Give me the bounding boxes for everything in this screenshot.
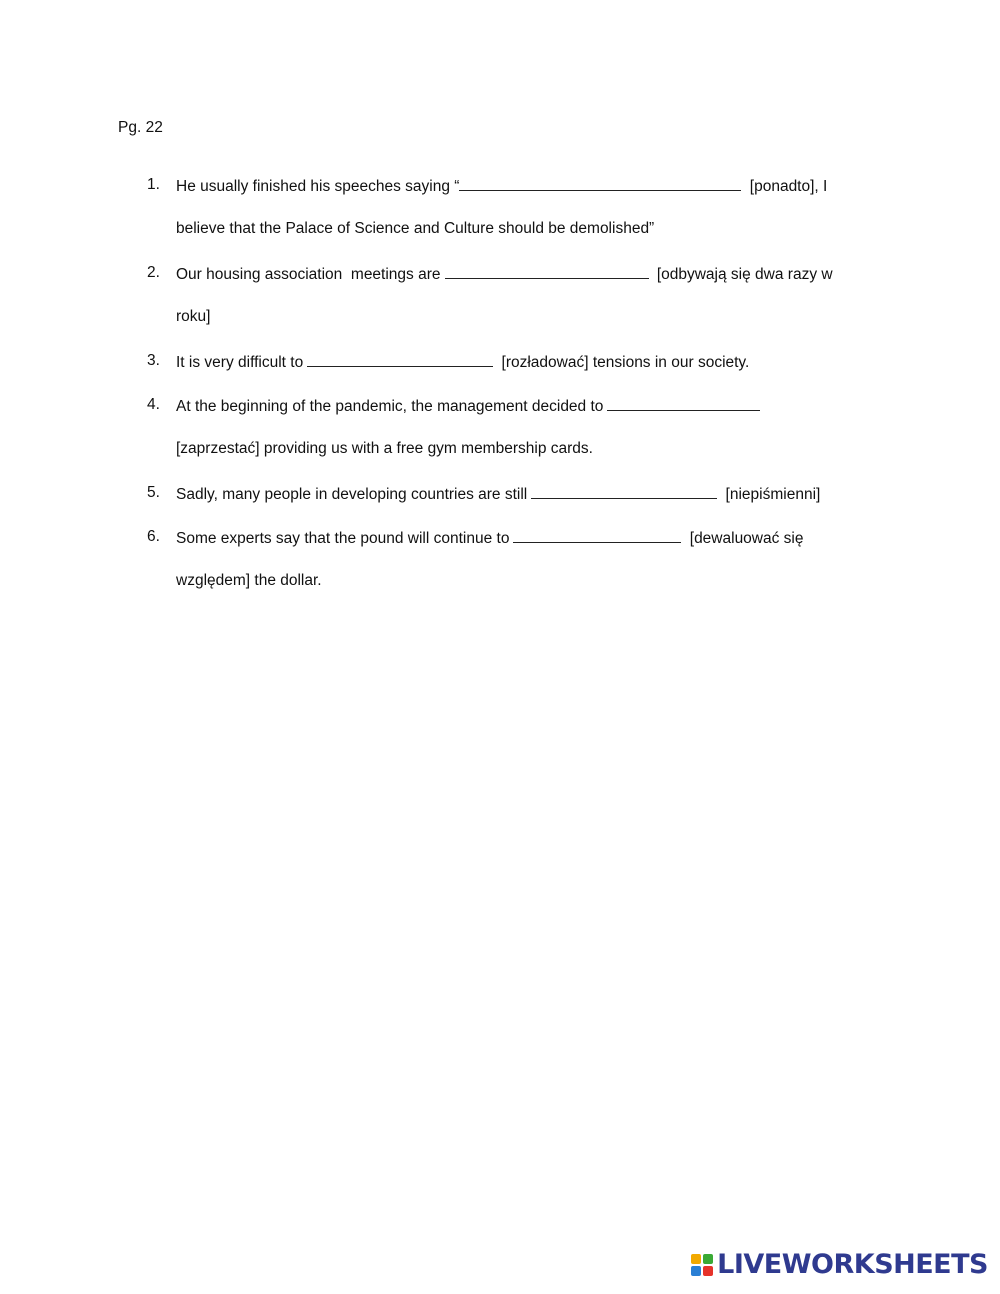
exercise-1-line-2: believe that the Palace of Science and Culture should be demolished”: [176, 220, 655, 237]
exercise-5-text-before: Sadly, many people in developing countries are still: [176, 486, 528, 503]
exercise-6-hint: [dewaluować się: [685, 530, 804, 547]
exercise-number-4: 4.: [147, 396, 160, 413]
exercise-number-6: 6.: [147, 528, 160, 545]
answer-blank-5[interactable]: [531, 484, 717, 499]
exercise-2-line-2: roku]: [176, 308, 211, 325]
answer-blank-3[interactable]: [307, 352, 493, 367]
logo-mark-square: [691, 1266, 701, 1276]
liveworksheets-logo: [691, 1249, 988, 1280]
exercise-1-line-1: [176, 176, 827, 196]
exercise-4-line-1: [176, 396, 764, 416]
answer-blank-2[interactable]: [445, 264, 649, 279]
answer-blank-4[interactable]: [607, 396, 760, 411]
exercise-6-line-2: względem] the dollar.: [176, 572, 322, 589]
exercise-4-line-2: [zaprzestać] providing us with a free gym membership cards.: [176, 440, 593, 457]
logo-mark-icon: [691, 1254, 713, 1276]
logo-mark-square: [691, 1254, 701, 1264]
exercise-6-line-1: [176, 528, 804, 548]
answer-blank-1[interactable]: [459, 176, 741, 191]
exercise-3-line-1: [176, 352, 749, 372]
exercise-3-text-before: It is very difficult to: [176, 354, 304, 371]
exercise-number-3: 3.: [147, 352, 160, 369]
exercise-1-text-before: He usually finished his speeches saying “: [176, 178, 460, 195]
exercise-2-line-1: [176, 264, 833, 284]
exercise-3-hint: [rozładować] tensions in our society.: [497, 354, 750, 371]
exercise-1-hint: [ponadto], I: [745, 178, 828, 195]
logo-mark-square: [703, 1266, 713, 1276]
exercise-5-hint: [niepiśmienni]: [721, 486, 821, 503]
page-label: Pg. 22: [118, 119, 163, 136]
exercise-number-5: 5.: [147, 484, 160, 501]
exercise-2-hint: [odbywają się dwa razy w: [652, 266, 833, 283]
exercise-2-text-before: Our housing association meetings are: [176, 266, 441, 283]
logo-mark-square: [703, 1254, 713, 1264]
exercise-6-text-before: Some experts say that the pound will continue to: [176, 530, 510, 547]
exercise-4-text-before: At the beginning of the pandemic, the management decided to: [176, 398, 604, 415]
logo-text: LIVEWORKSHEETS: [717, 1249, 988, 1280]
exercise-number-2: 2.: [147, 264, 160, 281]
answer-blank-6[interactable]: [513, 528, 681, 543]
exercise-number-1: 1.: [147, 176, 160, 193]
exercise-5-line-1: [176, 484, 820, 504]
